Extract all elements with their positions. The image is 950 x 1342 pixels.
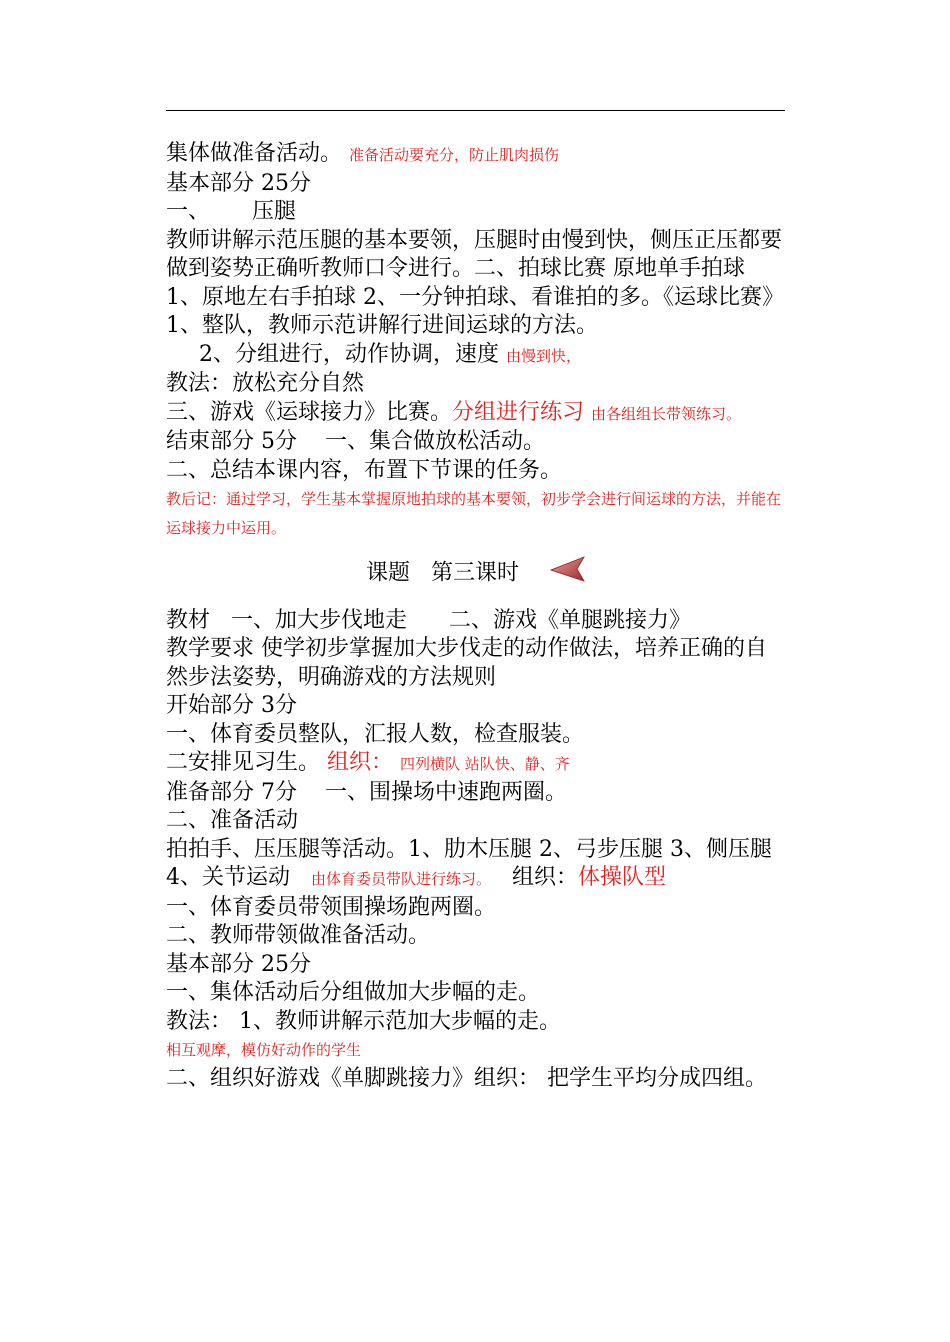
method-walk-line: 教法： 1、教师讲解示范加大步幅的走。 [166, 1008, 561, 1034]
group-progress-line [166, 341, 786, 371]
leg-press-paragraph: 教师讲解示范压腿的基本要领，压腿时由慢到快，侧压正压都要 做到姿势正确听教师口令进行。二、拍球比赛 原地单手拍球 1、原地左右手拍球 2、一分钟拍球、看谁拍的多。《运球比赛》1、整队，教师示范讲解行进间运球的方法。 [166, 227, 784, 338]
relay-game-group-practice: 分组进行练习 [452, 399, 585, 425]
relay-game-text: 三、游戏《运球接力》比赛。 [166, 399, 453, 425]
warmup-formation: 体操队型 [578, 865, 667, 890]
prep-section-line: 准备部分 7分 一、围操场中速跑两圈。 [166, 779, 567, 805]
observers-text: 二安排见习生。 [166, 750, 321, 775]
observe-imitate-note: 相互观摩，模仿好动作的学生 [166, 1041, 362, 1059]
header-rule [166, 110, 785, 111]
teaching-method-line: 教法：放松充分自然 [166, 371, 365, 396]
red-arrow-icon [550, 556, 586, 591]
committee-lead-line: 一、体育委员带领围操场跑两圈。 [166, 894, 497, 920]
teaching-reflection: 教后记：通过学习，学生基本掌握原地拍球的基本要领，初步学会进行间运球的方法，并能在运球接力中运用。 [166, 490, 782, 537]
group-walk-line: 一、集体活动后分组做加大步幅的走。 [166, 980, 541, 1005]
leg-press-heading: 一、 压腿 [166, 199, 296, 224]
teacher-lead-line: 二、教师带领做准备活动。 [166, 923, 431, 948]
lesson-title-row [166, 556, 786, 591]
warmup-heading: 二、准备活动 [166, 808, 299, 833]
observers-line [166, 749, 786, 779]
warmup-activities-text: 拍拍手、压压腿等活动。1、肋木压腿 2、弓步压腿 3、侧压腿 4、关节运动 [166, 836, 772, 890]
ending-section-line: 结束部分 5分 一、集合做放松活动。 [166, 429, 545, 454]
roll-call-line: 一、体育委员整队，汇报人数，检查服装。 [166, 721, 585, 747]
observers-organization-label: 组织： [327, 750, 394, 775]
relay-organization-line: 二、组织好游戏《单脚跳接力》组织： 把学生平均分成四组。 [166, 1065, 767, 1091]
line-prep-activity [166, 140, 786, 170]
prep-activity-text: 集体做准备活动。 [166, 141, 343, 166]
summary-line: 二、总结本课内容，布置下节课的任务。 [166, 457, 563, 483]
relay-game-line [166, 399, 786, 429]
start-section-heading: 开始部分 3分 [166, 693, 297, 718]
basic-section-heading: 基本部分 25分 [166, 170, 311, 196]
group-progress-text: 2、分组进行，动作协调，速度 [199, 341, 499, 367]
document-body [166, 140, 786, 1093]
warmup-note: 由体育委员带队进行练习。 [310, 870, 491, 888]
observers-note: 四列横队 站队快、静、齐 [400, 755, 570, 773]
group-progress-note: 由慢到快， [506, 346, 582, 365]
basic-section-heading-2: 基本部分 25分 [166, 951, 311, 977]
warmup-organization-label: 组织： [511, 865, 578, 890]
teaching-requirements: 教学要求 使学初步掌握加大步伐走的动作做法，培养正确的自然步法姿势，明确游戏的方法规则 [166, 636, 767, 690]
warmup-activities [166, 836, 786, 894]
relay-game-note: 由各组组长带领练习。 [591, 404, 742, 423]
prep-activity-note: 准备活动要充分，防止肌肉损伤 [349, 146, 560, 164]
lesson-title: 课题 第三课时 [366, 560, 519, 586]
materials-line: 教材 一、加大步伐地走 二、游戏《单腿跳接力》 [166, 607, 691, 633]
